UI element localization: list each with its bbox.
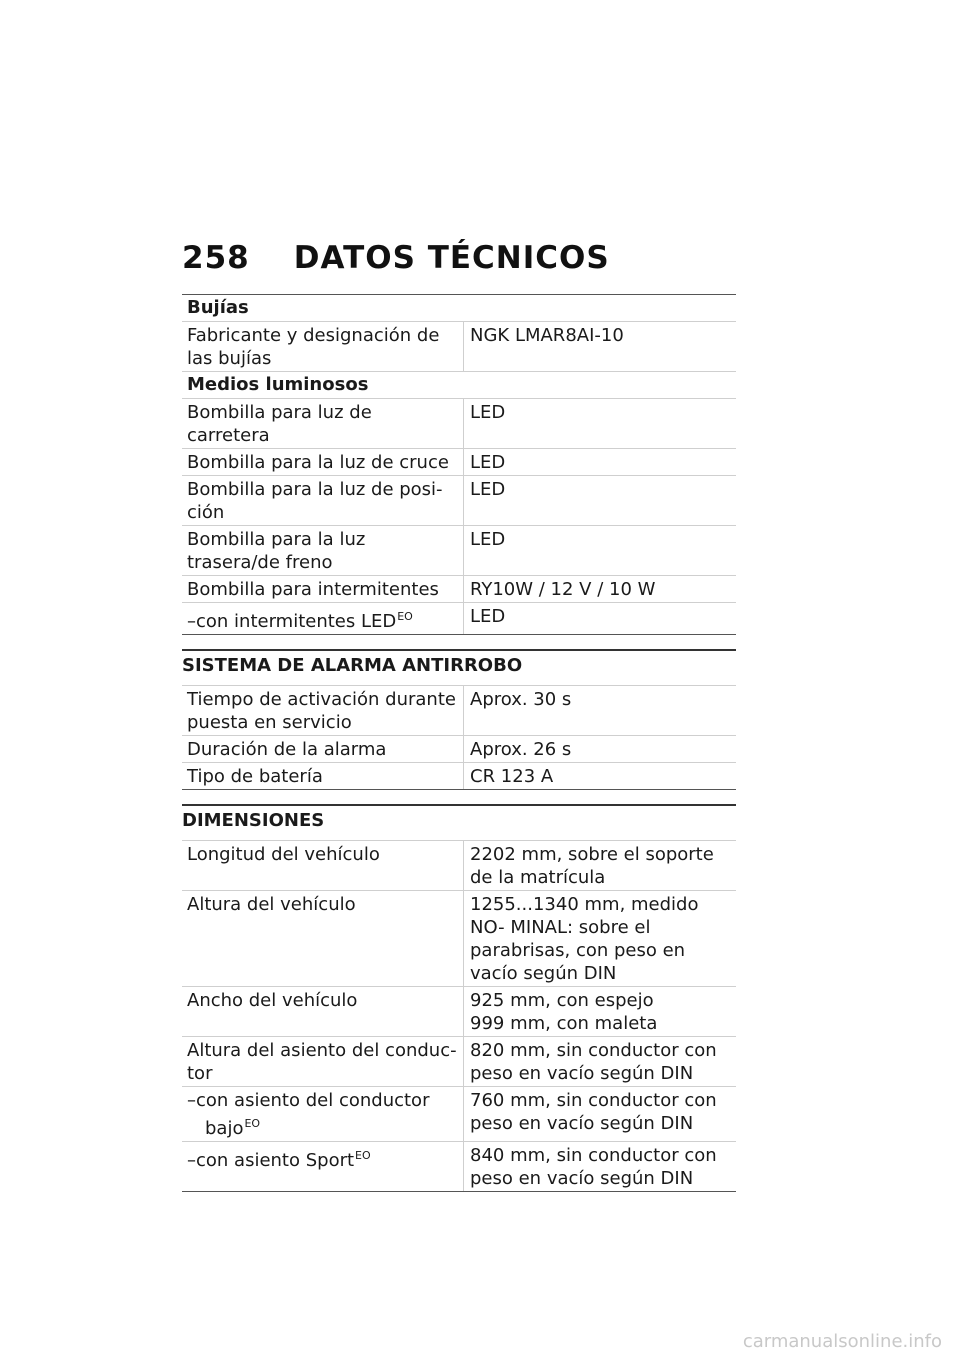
table-row (182, 322, 736, 372)
section-bujias-title: Bujías (182, 295, 736, 322)
table-row (182, 841, 736, 891)
eo-marker: EO (244, 1117, 261, 1130)
row-label: Altura del asiento del conduc- tor (187, 1040, 457, 1084)
row-value: LED (463, 526, 736, 575)
section-alarma-title: SISTEMA DE ALARMA ANTIRROBO (182, 649, 736, 686)
section-medios-title: Medios luminosos (182, 372, 736, 399)
table-row (182, 603, 736, 635)
table-row (182, 526, 736, 576)
row-value: Aprox. 26 s (463, 736, 736, 762)
table-row (182, 576, 736, 603)
row-value: 760 mm, sin conductor con peso en vacío según DIN (463, 1087, 736, 1141)
row-value: RY10W / 12 V / 10 W (463, 576, 736, 602)
row-value: 1255...1340 mm, medido NO- MINAL: sobre el parabrisas, con peso en vacío según DIN (463, 891, 736, 986)
row-value: 820 mm, sin conductor con peso en vacío según DIN (463, 1037, 736, 1086)
row-label: –con intermitentes $LED^{EO}$ (187, 610, 413, 632)
table-row (182, 1037, 736, 1087)
section-dimensiones-title: DIMENSIONES (182, 804, 736, 841)
row-value: LED (463, 449, 736, 475)
watermark: carmanualsonline.info (742, 1331, 942, 1352)
row-value: LED (463, 603, 736, 634)
table-row (182, 449, 736, 476)
row-label: Tiempo de activación durante puesta en servicio (187, 689, 456, 733)
row-value: 925 mm, con espejo 999 mm, con maleta (463, 987, 736, 1036)
row-label: Bombilla para intermitentes (187, 579, 439, 600)
table-row (182, 1087, 736, 1142)
row-value: CR 123 A (463, 763, 736, 789)
table-row (182, 987, 736, 1037)
table-row (182, 686, 736, 736)
row-label: Longitud del vehículo (187, 844, 380, 865)
row-value: 840 mm, sin conductor con peso en vacío según DIN (463, 1142, 736, 1191)
eo-marker: EO (355, 1149, 371, 1162)
spec-content (182, 294, 736, 1192)
row-label: Fabricante y designación de las bujías (187, 325, 440, 369)
row-value: Aprox. 30 s (463, 686, 736, 735)
row-label: Ancho del vehículo (187, 990, 358, 1011)
table-row (182, 399, 736, 449)
row-label: –con asiento Sport$^{EO}$ (187, 1149, 371, 1171)
row-value: LED (463, 476, 736, 525)
row-label: Bombilla para luz de carretera (187, 402, 372, 446)
row-label: Tipo de batería (187, 766, 323, 787)
table-row (182, 1142, 736, 1192)
row-label: –con asiento del conductor bajo$^{EO}$ (187, 1090, 430, 1139)
row-label: Bombilla para la luz trasera/de freno (187, 529, 366, 573)
row-label: Bombilla para la luz de cruce (187, 452, 449, 473)
row-label: Duración de la alarma (187, 739, 387, 760)
eo-marker: EO (397, 610, 413, 623)
table-row (182, 763, 736, 790)
row-value: LED (463, 399, 736, 448)
row-value: NGK LMAR8AI-10 (463, 322, 736, 371)
page-header (182, 240, 610, 276)
page-title: DATOS TÉCNICOS (293, 240, 610, 276)
table-row (182, 476, 736, 526)
row-value: 2202 mm, sobre el soporte de la matrícula (463, 841, 736, 890)
table-row (182, 736, 736, 763)
row-label: Altura del vehículo (187, 894, 356, 915)
table-row (182, 891, 736, 987)
page-number: 258 (182, 240, 250, 276)
row-label: Bombilla para la luz de posi- ción (187, 479, 443, 523)
